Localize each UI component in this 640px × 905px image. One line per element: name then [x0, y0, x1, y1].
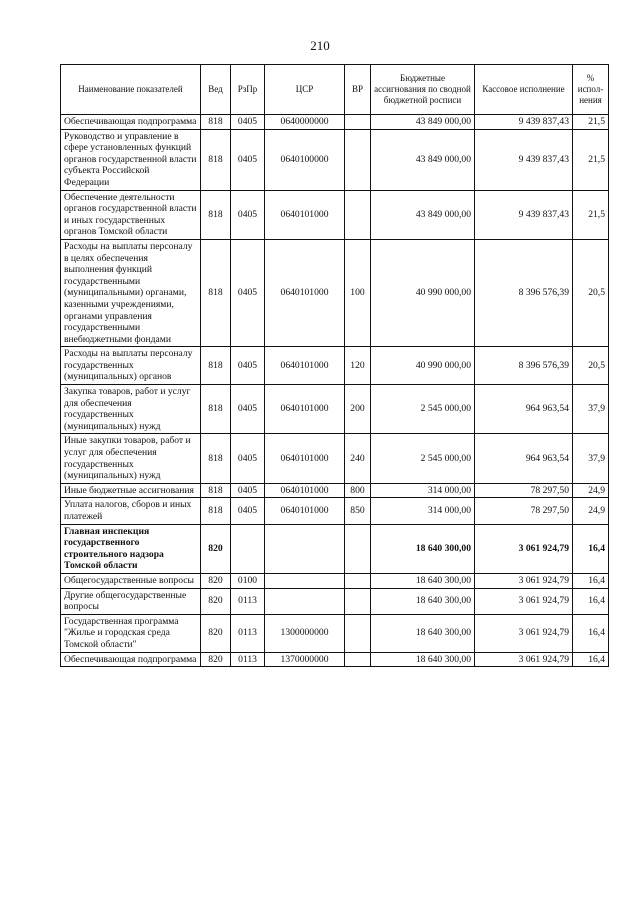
cell-csr: 0640101000: [265, 190, 345, 239]
cell-execution-percent: 21,5: [573, 129, 609, 190]
cell-name: Обеспечивающая подпрограмма: [61, 115, 201, 130]
cell-name: Обеспечивающая подпрограмма: [61, 652, 201, 667]
cell-allocations: 18 640 300,00: [371, 588, 475, 614]
cell-vr: 100: [345, 239, 371, 346]
cell-allocations: 314 000,00: [371, 483, 475, 498]
cell-csr: [265, 573, 345, 588]
table-row: [61, 115, 609, 130]
column-header-rzpr: РзПр: [231, 65, 265, 115]
cell-allocations: 2 545 000,00: [371, 385, 475, 434]
cell-vr: [345, 129, 371, 190]
cell-name: Расходы на выплаты персоналу государственных (муниципальных) органов: [61, 347, 201, 385]
cell-cash-execution: 78 297,50: [475, 498, 573, 524]
cell-allocations: 43 849 000,00: [371, 115, 475, 130]
cell-allocations: 40 990 000,00: [371, 239, 475, 346]
cell-vr: [345, 614, 371, 652]
cell-name: Закупка товаров, работ и услуг для обеспечения государственных (муниципальных) нужд: [61, 385, 201, 434]
cell-execution-percent: 16,4: [573, 652, 609, 667]
cell-csr: 0640100000: [265, 129, 345, 190]
table-row: [61, 190, 609, 239]
cell-name: Обеспечение деятельности органов государственной власти и иных государственных органов Томской области: [61, 190, 201, 239]
cell-cash-execution: 9 439 837,43: [475, 190, 573, 239]
cell-execution-percent: 24,9: [573, 498, 609, 524]
cell-allocations: 18 640 300,00: [371, 614, 475, 652]
cell-cash-execution: 78 297,50: [475, 483, 573, 498]
cell-rzpr: 0113: [231, 588, 265, 614]
cell-name: Уплата налогов, сборов и иных платежей: [61, 498, 201, 524]
table-row: [61, 483, 609, 498]
cell-execution-percent: 37,9: [573, 434, 609, 483]
table-row: [61, 573, 609, 588]
cell-execution-percent: 20,5: [573, 347, 609, 385]
cell-execution-percent: 16,4: [573, 524, 609, 573]
cell-csr: 1370000000: [265, 652, 345, 667]
cell-csr: 0640101000: [265, 347, 345, 385]
cell-execution-percent: 16,4: [573, 588, 609, 614]
cell-execution-percent: 16,4: [573, 614, 609, 652]
cell-name: Другие общегосударственные вопросы: [61, 588, 201, 614]
cell-name: Расходы на выплаты персоналу в целях обеспечения выполнения функций государственными (муниципальными) органами, казенными учреждениями, органами управления государственными внебюджетными фондами: [61, 239, 201, 346]
cell-cash-execution: 964 963,54: [475, 385, 573, 434]
cell-cash-execution: 8 396 576,39: [475, 239, 573, 346]
cell-csr: 1300000000: [265, 614, 345, 652]
cell-rzpr: 0405: [231, 190, 265, 239]
cell-allocations: 43 849 000,00: [371, 129, 475, 190]
cell-cash-execution: 3 061 924,79: [475, 614, 573, 652]
cell-cash-execution: 8 396 576,39: [475, 347, 573, 385]
cell-cash-execution: 9 439 837,43: [475, 115, 573, 130]
cell-rzpr: 0405: [231, 498, 265, 524]
cell-cash-execution: 3 061 924,79: [475, 573, 573, 588]
cell-vr: [345, 652, 371, 667]
cell-execution-percent: 20,5: [573, 239, 609, 346]
cell-name: Общегосударственные вопросы: [61, 573, 201, 588]
cell-vr: 120: [345, 347, 371, 385]
cell-csr: 0640101000: [265, 498, 345, 524]
cell-allocations: 18 640 300,00: [371, 652, 475, 667]
cell-ved: 818: [201, 115, 231, 130]
column-header-allocations: Бюджетные ассигнования по сводной бюджетной росписи: [371, 65, 475, 115]
cell-csr: 0640101000: [265, 483, 345, 498]
column-header-cash-execution: Кассовое исполнение: [475, 65, 573, 115]
cell-ved: 818: [201, 129, 231, 190]
cell-ved: 820: [201, 573, 231, 588]
cell-allocations: 314 000,00: [371, 498, 475, 524]
column-header-ved: Вед: [201, 65, 231, 115]
cell-ved: 818: [201, 347, 231, 385]
cell-ved: 820: [201, 652, 231, 667]
cell-execution-percent: 21,5: [573, 190, 609, 239]
table-header-row: [61, 65, 609, 115]
cell-rzpr: 0113: [231, 614, 265, 652]
cell-ved: 818: [201, 498, 231, 524]
cell-csr: [265, 524, 345, 573]
cell-execution-percent: 21,5: [573, 115, 609, 130]
table-row: [61, 524, 609, 573]
cell-vr: 200: [345, 385, 371, 434]
budget-execution-table: [60, 64, 609, 667]
cell-csr: 0640000000: [265, 115, 345, 130]
cell-ved: 820: [201, 614, 231, 652]
cell-rzpr: 0405: [231, 129, 265, 190]
cell-vr: [345, 115, 371, 130]
cell-name: Главная инспекция государственного строительного надзора Томской области: [61, 524, 201, 573]
cell-rzpr: 0405: [231, 385, 265, 434]
cell-ved: 818: [201, 239, 231, 346]
cell-allocations: 40 990 000,00: [371, 347, 475, 385]
cell-name: Иные закупки товаров, работ и услуг для обеспечения государственных (муниципальных) нужд: [61, 434, 201, 483]
column-header-execution-percent: % испол-нения: [573, 65, 609, 115]
cell-cash-execution: 3 061 924,79: [475, 652, 573, 667]
cell-ved: 818: [201, 483, 231, 498]
cell-rzpr: 0113: [231, 652, 265, 667]
cell-execution-percent: 37,9: [573, 385, 609, 434]
table-row: [61, 652, 609, 667]
cell-csr: 0640101000: [265, 385, 345, 434]
table-row: [61, 588, 609, 614]
cell-vr: 800: [345, 483, 371, 498]
cell-vr: 850: [345, 498, 371, 524]
cell-rzpr: 0405: [231, 483, 265, 498]
cell-execution-percent: 24,9: [573, 483, 609, 498]
cell-vr: [345, 573, 371, 588]
cell-ved: 818: [201, 385, 231, 434]
cell-rzpr: [231, 524, 265, 573]
cell-rzpr: 0405: [231, 434, 265, 483]
cell-name: Иные бюджетные ассигнования: [61, 483, 201, 498]
cell-ved: 820: [201, 524, 231, 573]
cell-cash-execution: 3 061 924,79: [475, 588, 573, 614]
table-row: [61, 129, 609, 190]
table-row: [61, 614, 609, 652]
cell-name: Государственная программа "Жилье и городская среда Томской области": [61, 614, 201, 652]
cell-csr: 0640101000: [265, 434, 345, 483]
cell-allocations: 18 640 300,00: [371, 573, 475, 588]
cell-rzpr: 0405: [231, 239, 265, 346]
cell-cash-execution: 964 963,54: [475, 434, 573, 483]
cell-csr: [265, 588, 345, 614]
table-row: [61, 347, 609, 385]
cell-allocations: 2 545 000,00: [371, 434, 475, 483]
cell-ved: 818: [201, 190, 231, 239]
cell-name: Руководство и управление в сфере установленных функций органов государственной власти субъекта Российской Федерации: [61, 129, 201, 190]
cell-allocations: 43 849 000,00: [371, 190, 475, 239]
table-row: [61, 239, 609, 346]
cell-vr: 240: [345, 434, 371, 483]
page-number: 210: [310, 38, 330, 53]
cell-execution-percent: 16,4: [573, 573, 609, 588]
cell-ved: 818: [201, 434, 231, 483]
column-header-csr: ЦСР: [265, 65, 345, 115]
cell-csr: 0640101000: [265, 239, 345, 346]
cell-rzpr: 0100: [231, 573, 265, 588]
cell-cash-execution: 9 439 837,43: [475, 129, 573, 190]
cell-rzpr: 0405: [231, 347, 265, 385]
cell-vr: [345, 524, 371, 573]
column-header-name: Наименование показателей: [61, 65, 201, 115]
table-row: [61, 498, 609, 524]
cell-ved: 820: [201, 588, 231, 614]
cell-vr: [345, 190, 371, 239]
table-row: [61, 385, 609, 434]
cell-rzpr: 0405: [231, 115, 265, 130]
cell-allocations: 18 640 300,00: [371, 524, 475, 573]
table-row: [61, 434, 609, 483]
column-header-vr: ВР: [345, 65, 371, 115]
cell-vr: [345, 588, 371, 614]
cell-cash-execution: 3 061 924,79: [475, 524, 573, 573]
